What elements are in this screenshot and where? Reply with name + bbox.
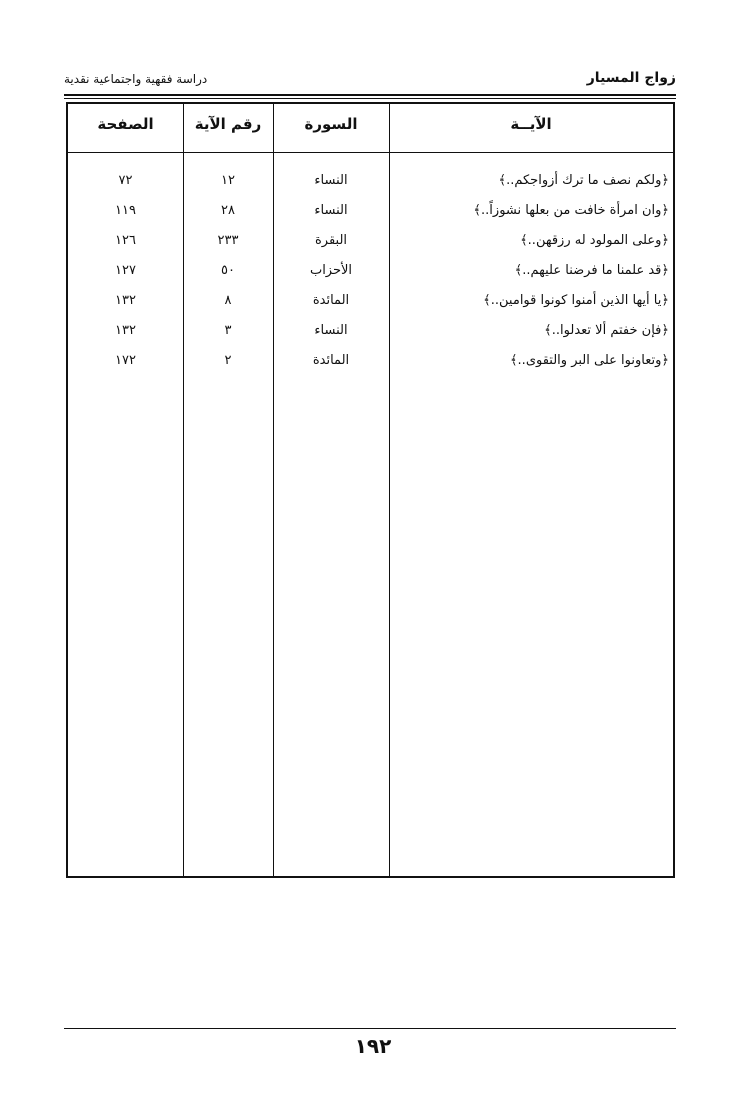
- verse-number-cell: ٢٣٣: [217, 233, 239, 248]
- surah-cell: النساء: [314, 173, 348, 188]
- header-rule-thick: [64, 94, 676, 96]
- page-cell: ١٧٢: [115, 353, 136, 368]
- table-row: [68, 316, 673, 346]
- page-cell: ١١٩: [115, 203, 136, 218]
- column-header-verse-number: رقم الآية: [194, 115, 262, 133]
- table-row: [68, 196, 673, 226]
- verse-cell: ﴿وتعاونوا على البر والتقوى..﴾: [509, 353, 669, 368]
- surah-cell: الأحزاب: [309, 263, 353, 278]
- table-body: [68, 166, 673, 376]
- book-title: زواج المسيار: [586, 70, 676, 86]
- column-header-verse: الآيــة: [510, 115, 552, 133]
- page-number: ١٩٢: [354, 1034, 392, 1058]
- page-cell: ١٢٦: [115, 233, 136, 248]
- verse-number-cell: ٥٠: [221, 263, 235, 278]
- verse-index-table: [66, 102, 675, 878]
- header-rule-thin: [64, 98, 676, 99]
- running-header: [64, 70, 676, 94]
- verse-number-cell: ١٢: [221, 173, 235, 188]
- verse-cell: ﴿يا أيها الذين أمنوا كونوا قوامين..﴾: [483, 293, 669, 308]
- table-row: [68, 346, 673, 376]
- book-subtitle: دراسة فقهية واجتماعية نقدية: [64, 72, 208, 86]
- table-row: [68, 166, 673, 196]
- surah-cell: النساء: [314, 203, 348, 218]
- verse-cell: ﴿فإن خفتم ألا تعدلوا..﴾: [544, 323, 669, 338]
- column-header-page: الصفحة: [97, 115, 154, 133]
- verse-number-cell: ٢: [224, 353, 232, 368]
- table-row: [68, 286, 673, 316]
- verse-cell: ﴿قد علمنا ما فرضنا عليهم..﴾: [514, 263, 669, 278]
- verse-cell: ﴿وعلى المولود له رزقهن..﴾: [520, 233, 669, 248]
- verse-number-cell: ٨: [224, 293, 232, 308]
- verse-cell: ﴿ولكم نصف ما ترك أزواجكم..﴾: [498, 173, 669, 188]
- verse-number-cell: ٢٨: [221, 203, 235, 218]
- page-cell: ١٢٧: [115, 263, 136, 278]
- page-cell: ١٣٢: [115, 323, 136, 338]
- surah-cell: المائدة: [312, 293, 350, 308]
- verse-number-cell: ٣: [224, 323, 232, 338]
- column-header-surah: السورة: [304, 115, 358, 133]
- verse-cell: ﴿وان امرأة خافت من بعلها نشوزاً..﴾: [473, 203, 669, 218]
- surah-cell: النساء: [314, 323, 348, 338]
- header-divider: [68, 152, 673, 153]
- page-cell: ٧٢: [118, 173, 133, 188]
- footer-rule: [64, 1028, 676, 1029]
- table-row: [68, 226, 673, 256]
- surah-cell: المائدة: [312, 353, 350, 368]
- table-row: [68, 256, 673, 286]
- surah-cell: البقرة: [314, 233, 348, 248]
- page-cell: ١٣٢: [115, 293, 136, 308]
